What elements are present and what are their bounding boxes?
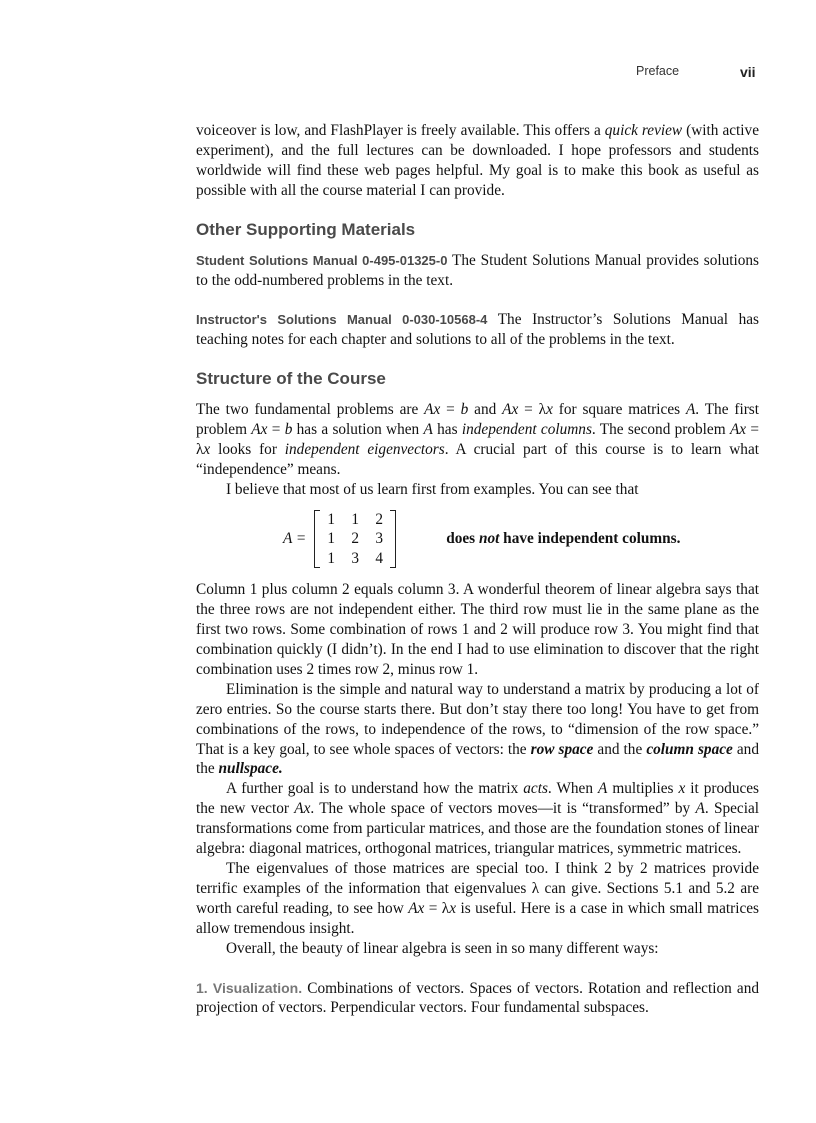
matrix-entry: 1 xyxy=(327,549,336,567)
text-run: = xyxy=(267,421,285,439)
paragraph xyxy=(196,939,759,959)
paragraph xyxy=(196,680,759,780)
text-run: it produces the new vector xyxy=(196,780,759,818)
text-run: has xyxy=(432,421,462,439)
text-run: b xyxy=(460,401,469,419)
paragraph xyxy=(196,121,759,201)
text-run: The eigenvalues of those matrices are special too. I think 2 by 2 matrices provide terrific examples of the information that eigenvalues λ can give. Sections 5.1 and 5.2 are worth careful reading, to see how xyxy=(196,859,759,917)
text-run: nullspace. xyxy=(218,760,283,778)
paragraph xyxy=(196,310,759,350)
text-run: x xyxy=(203,441,211,459)
text-run: for square matrices xyxy=(552,401,686,419)
text-run: Ax xyxy=(294,800,311,818)
text-run: = λ xyxy=(424,899,450,917)
text-run: independent columns xyxy=(461,421,592,439)
text-run: Overall, the beauty of linear algebra is seen in so many different ways: xyxy=(226,939,659,957)
text-run: b xyxy=(284,421,293,439)
text-run: Ax xyxy=(408,899,425,917)
text-run: = xyxy=(440,401,461,419)
matrix-entry: 1 xyxy=(327,510,336,528)
text-run: Combinations of vectors. Spaces of vectors. Rotation and reflection and projection of vectors. Perpendicular vectors. Four fundamental subspaces. xyxy=(196,979,760,1017)
matrix-entry: 4 xyxy=(375,549,384,567)
text-run: Ax xyxy=(251,421,268,439)
text-run: . When xyxy=(547,780,598,798)
page-number: vii xyxy=(740,64,756,80)
text-run: multiplies xyxy=(607,780,679,798)
list-item xyxy=(196,979,759,1019)
bracket-corner xyxy=(315,510,320,511)
text-run: . A crucial part of this course is to learn what “independence” means. xyxy=(196,441,759,478)
matrix xyxy=(314,510,396,569)
text-run: Ax xyxy=(502,401,519,419)
text-run: The Student Solutions Manual provides solutions to the odd-numbered problems in the text. xyxy=(196,251,759,289)
text-run: x xyxy=(546,401,553,419)
paragraph xyxy=(196,400,759,480)
run-in-heading: 1. Visualization. xyxy=(196,979,303,996)
text-run: independent eigenvectors xyxy=(284,441,445,459)
text-run: A xyxy=(423,421,433,439)
text-run: . Special transformations come from particular matrices, and those are the foundation stones of linear algebra: diagonal matrices, orthogonal matrices, triangular matrices, symmetric matrices. xyxy=(196,800,759,858)
run-in-heading: Student Solutions Manual 0-495-01325-0 xyxy=(196,252,448,268)
text-run: column space xyxy=(646,740,733,758)
text-run: has a solution when xyxy=(292,421,424,439)
bracket-corner xyxy=(390,567,395,568)
text-run: have independent columns. xyxy=(499,530,681,548)
text-run: Column 1 plus column 2 equals column 3. A wonderful theorem of linear algebra says that the three rows are not independent either. The third row must lie in the same plane as the first two rows. Some combination of rows 1 and 2 will produce row 3. You might find that combination quickly (I didn’t). In the end I had to use elimination to discover that the right combination uses 2 times row 2, minus row 1. xyxy=(196,581,759,678)
text-run: (with active experiment), and the full lectures can be downloaded. I hope professors and students worldwide will find these web pages helpful. My goal is to make this book as useful as possible with all the course material I can provide. xyxy=(196,122,759,199)
text-run: Elimination is the simple and natural way to understand a matrix by producing a lot of zero entries. So the course starts there. But don’t stay there too long! You have to get from combinations of the rows, to independence of the rows, to “dimension of the row space.” That is a key goal, to see whole spaces of vectors: the xyxy=(196,680,759,758)
page-body xyxy=(196,121,759,1018)
text-run: Ax xyxy=(729,421,747,439)
text-run: . The first problem xyxy=(196,401,760,439)
text-run: acts xyxy=(523,780,548,798)
text-run: Ax xyxy=(424,401,441,419)
text-run: voiceover is low, and FlashPlayer is freely available. This offers a xyxy=(196,122,605,139)
text-run: = λ xyxy=(518,401,547,419)
section-heading: Other Supporting Materials xyxy=(196,219,416,239)
run-in-heading: Instructor's Solutions Manual 0-030-10568-4 xyxy=(196,312,488,328)
paragraph xyxy=(196,480,759,500)
text-run: A further goal is to understand how the matrix xyxy=(226,780,524,798)
matrix-equation xyxy=(283,510,759,569)
text-run: = λ xyxy=(196,421,760,459)
matrix-entry: 1 xyxy=(327,530,336,548)
paragraph xyxy=(196,580,759,680)
text-run: and the xyxy=(593,740,647,758)
paragraph xyxy=(196,779,759,859)
equation-lhs: A = xyxy=(283,530,307,548)
matrix-entry: 3 xyxy=(375,530,384,548)
text-run: does xyxy=(446,530,479,548)
text-run: A xyxy=(695,800,705,818)
bracket-corner xyxy=(390,510,395,511)
matrix-entry: 2 xyxy=(351,530,360,548)
bracket-corner xyxy=(315,567,320,568)
section-heading: Structure of the Course xyxy=(196,369,386,389)
paragraph xyxy=(196,251,759,291)
text-run: The two fundamental problems are xyxy=(196,401,425,419)
text-run: and the xyxy=(196,740,759,778)
text-run: row space xyxy=(530,740,594,758)
text-run: A xyxy=(597,780,608,798)
equation-caption xyxy=(446,529,680,549)
text-run: x xyxy=(678,780,686,798)
text-run: The Instructor’s Solutions Manual has teaching notes for each chapter and solutions to all of the problems in the text. xyxy=(196,311,759,349)
text-run: looks for xyxy=(210,441,285,459)
text-run: quick review xyxy=(604,122,683,139)
text-run: . The second problem xyxy=(591,421,730,439)
text-run: I believe that most of us learn first from examples. You can see that xyxy=(226,480,639,498)
text-run: and xyxy=(468,401,503,419)
text-run: . The whole space of vectors moves—it is “transformed” by xyxy=(310,800,696,818)
matrix-entry: 2 xyxy=(375,510,384,528)
text-run: A xyxy=(685,401,696,419)
text-run: is useful. Here is a case in which small matrices allow tremendous insight. xyxy=(196,899,759,937)
matrix-entry: 1 xyxy=(351,510,360,528)
matrix-entry: 3 xyxy=(351,549,360,567)
text-run: not xyxy=(478,530,500,548)
paragraph xyxy=(196,859,759,939)
text-run: x xyxy=(449,899,457,917)
running-header-title: Preface xyxy=(636,64,680,78)
